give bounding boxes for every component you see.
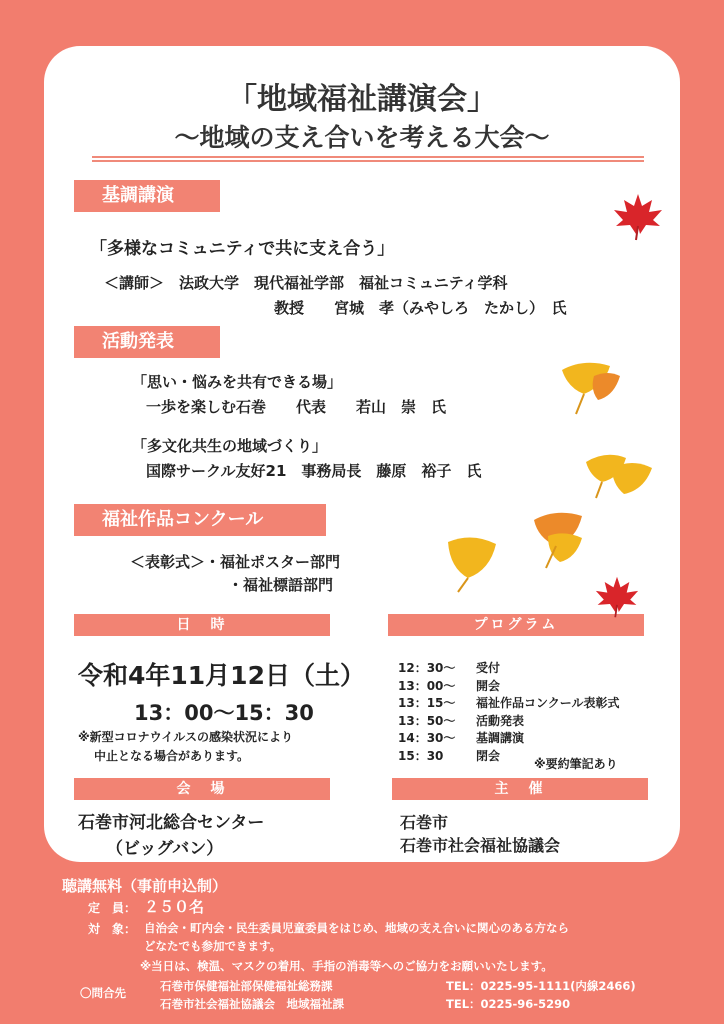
ginkgo-leaf-icon	[582, 432, 654, 502]
ginkgo-leaf-icon	[554, 356, 624, 418]
title-divider-2	[92, 160, 644, 162]
keynote-speaker-line1: ＜講師＞ 法政大学 現代福祉学部 福祉コミュニティ学科	[104, 274, 508, 292]
maple-leaf-icon	[612, 192, 664, 242]
contact2-tel: TEL：0225-96-5290	[446, 997, 571, 1011]
datetime-note1: ※新型コロナウイルスの感染状況により	[78, 730, 293, 744]
activity-2-title: 「多文化共生の地域づくり」	[132, 437, 328, 455]
contact2-org: 石巻市社会福祉協議会 地域福祉課	[160, 997, 344, 1011]
program-item: 開会	[476, 678, 501, 693]
page-title: 「地域福祉講演会」	[227, 82, 497, 117]
free-admission: 聴講無料（事前申込制）	[62, 877, 228, 895]
venue-nickname: （ビッグバン）	[106, 839, 224, 859]
program-time: 13：50～	[398, 713, 456, 728]
program-time: 13：15～	[398, 696, 456, 711]
notice: ※当日は、検温、マスクの着用、手指の消毒等へのご協力をお願いいたします。	[140, 959, 553, 973]
program-item: 基調講演	[476, 731, 525, 746]
maple-leaf-icon	[594, 575, 640, 619]
ginkgo-leaf-icon	[528, 506, 590, 572]
contest-line2: ・福祉標語部門	[228, 576, 334, 594]
program-item: 活動発表	[476, 713, 525, 728]
organizer-header: 主 催	[392, 778, 648, 800]
target-line1: 自治会・町内会・民生委員児童委員をはじめ、地域の支え合いに関心のある方なら	[144, 921, 570, 935]
contact-label: 〇問合先	[80, 986, 126, 1000]
datetime-note2: 中止となる場合があります。	[94, 749, 250, 763]
contest-line1: ＜表彰式＞・福祉ポスター部門	[130, 553, 341, 571]
datetime-header: 日 時	[74, 614, 330, 636]
venue-header: 会 場	[74, 778, 330, 800]
program-header: プログラム	[388, 614, 644, 636]
target-label: 対 象：	[88, 922, 137, 936]
contact1-org: 石巻市保健福祉部保健福祉総務課	[160, 979, 333, 993]
event-date: 令和4年11月12日（土）	[78, 661, 365, 690]
ginkgo-leaf-icon	[438, 524, 510, 594]
program-time: 12：30～	[398, 661, 456, 675]
contact1-tel: TEL：0225-95-1111(内線2466)	[446, 979, 636, 993]
activity-2-presenter: 国際サークル友好21 事務局長 藤原 裕子 氏	[146, 462, 482, 480]
organizer-line2: 石巻市社会福祉協議会	[400, 836, 561, 855]
keynote-tag: 基調講演	[74, 180, 220, 212]
activities-tag: 活動発表	[74, 326, 220, 358]
target-line2: どなたでも参加できます。	[144, 939, 282, 953]
program-time: 14：30～	[398, 731, 456, 746]
activity-1-presenter: 一歩を楽しむ石巻 代表 若山 崇 氏	[146, 398, 447, 416]
program-item: 福祉作品コンクール表彰式	[476, 696, 620, 711]
program-item: 閉会	[476, 749, 501, 763]
organizer-line1: 石巻市	[400, 813, 449, 832]
keynote-speaker-line2: 教授 宮城 孝（みやしろ たかし） 氏	[274, 299, 567, 317]
event-time: 13：00～15：30	[134, 701, 314, 725]
program-time: 15：30	[398, 749, 444, 763]
capacity-value: ２５０名	[144, 898, 205, 916]
title-divider	[92, 156, 644, 158]
activity-1-title: 「思い・悩みを共有できる場」	[132, 373, 343, 391]
program-time: 13：00～	[398, 678, 456, 693]
contest-tag: 福祉作品コンクール	[74, 504, 326, 536]
page-subtitle: ～地域の支え合いを考える大会～	[174, 123, 550, 152]
venue-name: 石巻市河北総合センター	[78, 813, 265, 833]
program-item: 受付	[476, 661, 501, 675]
capacity-label: 定 員：	[88, 901, 137, 915]
keynote-theme: 「多様なコミュニティで共に支え合う」	[90, 239, 395, 259]
program-note: ※要約筆記あり	[534, 757, 618, 771]
